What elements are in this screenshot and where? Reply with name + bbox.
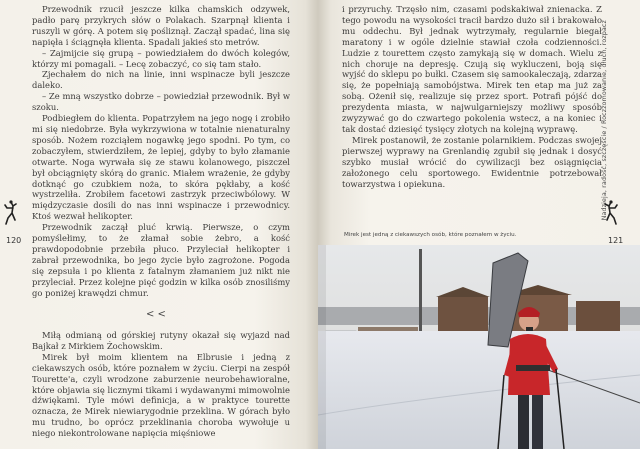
page-number: 120 xyxy=(6,236,22,245)
climber-icon xyxy=(4,200,18,226)
paragraph: Miłą odmianą od górskiej rutyny okazał się wyjazd nad Bajkał z Mirkiem Żochowskim. xyxy=(32,330,290,351)
page-number: 121 xyxy=(608,236,624,245)
svg-text:< <: < < xyxy=(146,309,166,320)
divider-flourish xyxy=(140,308,180,320)
right-page-text xyxy=(342,4,602,189)
paragraph: – Zajmijcie się grupą – powiedziałem do dwóch kolegów, którzy mi pomagali. – Lecę zobaczyć, co się tam stało. xyxy=(32,47,290,69)
paragraph: Mirek postanowił, że zostanie polarnikiem. Podczas swojej pierwszej wyprawy na Grenlandię zgubił się jednak i dosyć szybko musiał wrócić do cywilizacji bez osiągnięcia założonego celu sportowego. Ewidentnie potrzebował towarzystwa i opiekuna. xyxy=(342,134,602,189)
paragraph: Przewodnik zaczął pluć krwią. Pierwsze, o czym pomyślełimy, to że złamał sobie żebro, a kość prawdopodobnie przebiła płuco. Przyleciał helikopter i zabrał przewodnika, bo jego życie było zagrożone. Pogoda się zepsuła i po klienta z fatalnym złamaniem już nikt nie przyleciał. Przez kolejne pięć godzin w kilka osób znosiliśmy go poniżej krawędzi chmur. xyxy=(32,222,290,298)
paragraph: i przyruchy. Trzęsło nim, czasami podskakiwał znienacka. Z tego powodu na wysokości tracił bardzo dużo sił i brakowało mu oddechu. Był jednak wytrzymały, regularnie biegał maratony i w ogóle dzielnie stawiał czoła codzienności. Ludzie z tourettem często zamykają się w domach. Wielu z nich choruje na depresję. Czują się wykluczeni, boją się wyjść do sklepu po bułki. Czasem się samookaleczają, zdarza się, że popełniają samobójstwa. Mirek ten etap ma już za sobą. Ożenił się, realizuje się przez sport. Potrafi pójść do prezydenta miasta, w najwulgarniejszy możliwy sposób zwyzywać go do czwartego pokolenia wstecz, a na koniec i tak dostać dziesięć tysięcy złotych na kolejną wyprawę. xyxy=(342,4,602,134)
running-head: Nadzieja, radość, szczęście / Roczzomowanie, dłuch, rozpacz xyxy=(601,20,608,221)
paragraph: Podbiegłem do klienta. Popatrzyłem na jego nogę i zrobiło mi się niedobrze. Była wykrzywiona w totalnie nienaturalny sposób. Nożem rozciąłem nogawkę jego spodni. Po tym, co zobaczyłem, stwierdziłem, że lepiej, gdyby to było złamanie otwarte. Noga wyrwała się ze stawu kolanowego, piszczel był obciągnięty skórą do granic. Miałem wrażenie, że gdyby dotknąć go czubkiem noża, to skóra pękłaby, a kość wystrzeliła. Zrobiłem facetowi zastrzyk przeciwbólowy. W międzyczasie dosili do nas inni wspinacze i przewodnicy. Ktoś wezwał helikopter. xyxy=(32,113,290,222)
paragraph: Zjechałem do nich na linie, inni wspinacze byli jeszcze daleko. xyxy=(32,69,290,91)
climber-icon xyxy=(602,200,618,226)
paragraph: Mirek był moim klientem na Elbrusie i jedną z ciekawszych osób, które poznałem w życiu. Cierpi na zespół Tourette'a, czyli wrodzone zaburzenie neurobehawioralne, które objawia się licznymi tikami i wydawanymi mimowolnie dźwiękami. Tyle mówi definicja, a w praktyce tourette oznacza, że Mirek niewiarygodnie przeklina. W górach było mu trudno, bo oprócz przeklinania choroba wywołuje u niego niekontrolowane napięcia mięśniowe xyxy=(32,351,290,439)
photo-caption: Mirek jest jedną z ciekawszych osób, które poznałem w życiu. xyxy=(344,232,517,238)
photo-polar-expedition xyxy=(318,245,640,449)
left-page-bottom-text xyxy=(32,330,290,439)
right-page xyxy=(318,0,640,449)
paragraph: Przewodnik rzucił jeszcze kilka chamskich odzywek, padło parę przykrych słów o Polakach. Szarpnął klienta i ruszyli w górę. A potem się pośliznął. Zaczął spadać, lina się napięła i ściągnęła klienta. Spadali jakieś sto metrów. xyxy=(32,4,290,47)
left-page-top-text xyxy=(32,4,290,298)
left-page xyxy=(0,0,318,449)
paragraph: – Ze mną wszystko dobrze – powiedział przewodnik. Był w szoku. xyxy=(32,91,290,113)
